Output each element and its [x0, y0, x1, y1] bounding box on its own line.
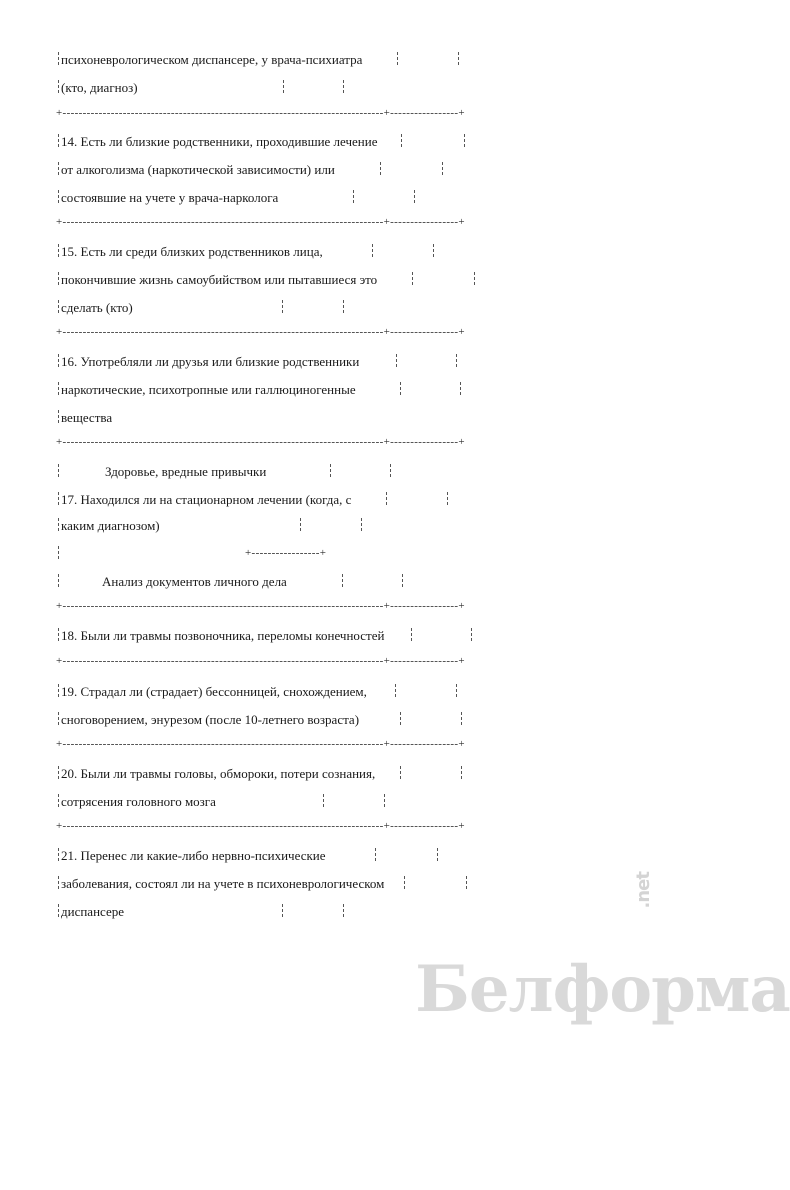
table-border: [58, 766, 60, 779]
question-14-line-1: 14. Есть ли близкие родственники, проходившие лечение: [61, 134, 378, 149]
table-border: [343, 300, 345, 313]
watermark-text: Белформа: [415, 952, 790, 1027]
table-border: [458, 52, 460, 65]
table-border: [58, 80, 60, 93]
section-heading-documents: Анализ документов личного дела: [102, 574, 287, 589]
table-separator: +--------------------------------------------------------------------------------+-----------------+: [56, 107, 465, 119]
table-border: [412, 272, 414, 285]
table-border: [460, 382, 462, 395]
table-border: [402, 574, 404, 587]
table-border: [361, 518, 363, 531]
table-border: [474, 272, 476, 285]
table-border: [456, 354, 458, 367]
question-19-line-2: сноговорением, энурезом (после 10-летнего возраста): [61, 712, 360, 727]
question-21-line-3: диспансере: [61, 904, 124, 919]
table-border: [447, 492, 449, 505]
question-16-line-2: наркотические, психотропные или галлюциногенные: [61, 382, 356, 397]
table-border: [58, 134, 60, 147]
table-separator: +--------------------------------------------------------------------------------+-----------------+: [56, 738, 465, 750]
table-border: [330, 464, 332, 477]
section-heading-health: Здоровье, вредные привычки: [105, 464, 267, 479]
table-border: [456, 684, 458, 697]
question-15-line-3: сделать (кто): [61, 300, 133, 315]
question-16-line-3: вещества: [61, 410, 113, 425]
table-border: [58, 628, 60, 641]
table-border: [437, 848, 439, 861]
table-border: [58, 464, 60, 477]
table-border: [396, 354, 398, 367]
table-border: [384, 794, 386, 807]
question-15-line-1: 15. Есть ли среди близких родственников лица,: [61, 244, 323, 259]
table-border: [464, 134, 466, 147]
table-border: [433, 244, 435, 257]
table-border: [461, 766, 463, 779]
question-20-line-1: 20. Были ли травмы головы, обмороки, потери сознания,: [61, 766, 376, 781]
table-separator: +--------------------------------------------------------------------------------+-----------------+: [56, 216, 465, 228]
table-border: [395, 684, 397, 697]
table-border: [58, 162, 60, 175]
table-border: [58, 794, 60, 807]
table-border: [342, 574, 344, 587]
table-border: [461, 712, 463, 725]
table-border: [58, 410, 60, 423]
table-separator: +--------------------------------------------------------------------------------+-----------------+: [56, 600, 465, 612]
table-border: [372, 244, 374, 257]
table-border: [300, 518, 302, 531]
watermark-logo: [330, 870, 790, 1027]
table-border: [386, 492, 388, 505]
table-border: [390, 464, 392, 477]
table-border: [323, 794, 325, 807]
table-border: [58, 684, 60, 697]
table-border: [414, 190, 416, 203]
question-21-line-1: 21. Перенес ли какие-либо нервно-психические: [61, 848, 326, 863]
question-13-line-1: психоневрологическом диспансере, у врача-психиатра: [61, 52, 363, 67]
question-18-line-1: 18. Были ли травмы позвоночника, переломы конечностей: [61, 628, 385, 643]
table-border: [58, 492, 60, 505]
table-border: [282, 300, 284, 313]
table-border: [58, 272, 60, 285]
table-border: [58, 904, 60, 917]
question-21-line-2: заболевания, состоял ли на учете в психоневрологическом: [61, 876, 385, 891]
table-border: [58, 574, 60, 587]
table-border: [353, 190, 355, 203]
watermark-suffix: .net: [633, 872, 654, 909]
table-border: [58, 354, 60, 367]
table-border: [58, 518, 60, 531]
question-17-line-2: каким диагнозом): [61, 518, 160, 533]
table-border: [471, 628, 473, 641]
table-border: [283, 80, 285, 93]
table-border: [380, 162, 382, 175]
table-separator: +--------------------------------------------------------------------------------+-----------------+: [56, 820, 465, 832]
question-13-line-2: (кто, диагноз): [61, 80, 138, 95]
table-border: [442, 162, 444, 175]
table-separator: +--------------------------------------------------------------------------------+-----------------+: [56, 655, 465, 667]
table-border: [400, 766, 402, 779]
question-15-line-2: покончившие жизнь самоубийством или пытавшиеся это: [61, 272, 378, 287]
table-border: [58, 244, 60, 257]
table-border: [343, 80, 345, 93]
question-17-line-1: 17. Находился ли на стационарном лечении (когда, с: [61, 492, 352, 507]
question-14-line-2: от алкоголизма (наркотической зависимости) или: [61, 162, 335, 177]
table-border: [58, 300, 60, 313]
question-20-line-2: сотрясения головного мозга: [61, 794, 216, 809]
table-separator: +--------------------------------------------------------------------------------+-----------------+: [56, 326, 465, 338]
table-border: [400, 382, 402, 395]
table-separator: +--------------------------------------------------------------------------------+-----------------+: [56, 436, 465, 448]
question-19-line-1: 19. Страдал ли (страдает) бессонницей, снохождением,: [61, 684, 367, 699]
table-border: [58, 876, 60, 889]
table-border: [397, 52, 399, 65]
table-border: [58, 382, 60, 395]
table-border: [58, 52, 60, 65]
table-border: [401, 134, 403, 147]
table-border: [400, 712, 402, 725]
table-separator: +-----------------+: [245, 547, 327, 559]
table-border: [58, 546, 60, 559]
question-14-line-3: состоявшие на учете у врача-нарколога: [61, 190, 279, 205]
table-border: [58, 190, 60, 203]
table-border: [58, 712, 60, 725]
table-border: [411, 628, 413, 641]
question-16-line-1: 16. Употребляли ли друзья или близкие родственники: [61, 354, 360, 369]
table-border: [58, 848, 60, 861]
table-border: [375, 848, 377, 861]
table-border: [282, 904, 284, 917]
